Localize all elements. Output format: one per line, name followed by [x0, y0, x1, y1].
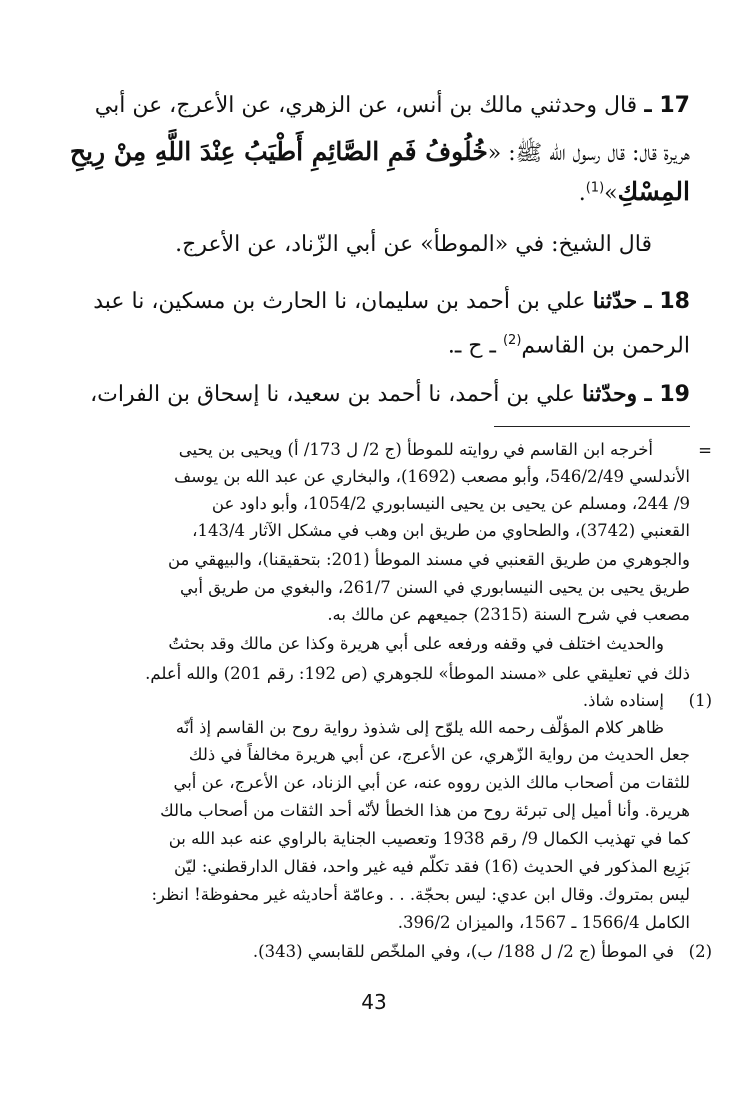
footnote-ref-1[interactable]: (1): [585, 180, 605, 196]
footnote-0-line: أخرجه ابن القاسم في روايته للموطأ (ج 2/ ل 173/ أ) ويحيى بن يحيى: [178, 440, 653, 459]
hadith-17-matn: خُلُوفُ فَمِ الصَّائِمِ أَطْيَبُ عِنْدَ اللَّهِ مِنْ رِيحِ: [69, 137, 488, 166]
hadith-18-tahwil: ـ ح ـ.: [447, 333, 496, 359]
footnote-2-text: في الموطأ (ج 2/ ل 188/ ب)، وفي الملخّص للقابسي (343).: [252, 942, 674, 961]
hadith-17-line-2: [70, 137, 690, 171]
hadith-17-number: 17 ـ: [644, 93, 690, 118]
hadith-18-isnad: علي بن أحمد بن سليمان، نا الحارث بن مسكين، نا عبد: [93, 289, 586, 314]
hadith-17-intro: هريرة قال: قال رسول الله ﷺ: «: [487, 141, 690, 166]
footnote-0-line: مصعب في شرح السنة (2315) جميعهم عن مالك به.: [327, 605, 690, 624]
footnote-separator: [494, 426, 690, 427]
footnote-0-line: والجوهري من طريق القعنبي في مسند الموطأ (201: بتحقيقنا)، والبيهقي من: [167, 550, 690, 569]
footnote-0-line: ذلك في تعليقي على «مسند الموطأ» للجوهري (ص 192: رقم 201) والله أعلم.: [145, 664, 690, 683]
shaykh-comment: قال الشيخ: في «الموطأ» عن أبي الزّناد، عن الأعرج.: [175, 232, 652, 257]
footnote-1-line: ليس بمتروك. وقال ابن عدي: ليس بحجّة. . . وعامّة أحاديثه غير محفوظة! انظر:: [151, 885, 690, 904]
footnote-0-line: 9/ 244، ومسلم عن يحيى بن يحيى النيسابوري 1054/2، وأبو داود عن: [211, 494, 690, 513]
hadith-18-line-2: [448, 333, 690, 358]
footnote-1-line: جعل الحديث من رواية الزّهري، عن الأعرج، عن أبي هريرة مخالفاً في ذلك: [188, 745, 690, 764]
footnote-0-line: القعنبي (3742)، والطحاوي من طريق ابن وهب في مشكل الآثار 143/4،: [192, 521, 690, 540]
footnote-1-line: هريرة. وأنا أميل إلى تبرئة روح من هذا الخطأ لأنّه أحد الثقات من أصحاب مالك: [160, 801, 690, 820]
hadith-19-number: 19 ـ: [644, 382, 690, 407]
hadith-19-line-1: [90, 381, 690, 407]
hadith-17-line-3: [579, 177, 690, 206]
hadith-17-quote-close: »: [604, 181, 618, 206]
hadith-17-matn-end: المِسْكِ: [617, 177, 690, 206]
hadith-18-isnad-cont: الرحمن بن القاسم: [521, 333, 690, 359]
hadith-19-isnad: علي بن أحمد، نا أحمد بن سعيد، نا إسحاق بن الفرات،: [90, 382, 575, 407]
hadith-18-line-1: [93, 288, 690, 314]
hadith-19-haddathana: وحدّثنا: [581, 381, 638, 407]
hadith-18-haddathana: حدّثنا: [592, 288, 638, 314]
footnote-1-line: للثقات من أصحاب مالك الذين رووه عنه، عن أبي الزناد، عن الأعرج، عن أبي: [173, 773, 690, 792]
footnote-1-heading: إسناده شاذ.: [582, 691, 664, 710]
footnote-1-line: كما في تهذيب الكمال 9/ رقم 1938 وتعصيب الجناية بالراوي عنه عبد الله بن: [168, 829, 690, 848]
footnote-0-line: والحديث اختلف في وقفه ورفعه على أبي هريرة وكذا عن مالك وقد بحثتُ: [168, 634, 664, 653]
footnote-ref-2[interactable]: (2): [502, 333, 522, 348]
footnote-1-line: بَزِيع المذكور في الحديث (16) فقد تكلّم فيه غير واحد، فقال الدارقطني: ليّن: [174, 857, 690, 876]
footnote-2-marker: (2): [688, 942, 712, 961]
hadith-18-number: 18 ـ: [644, 289, 690, 314]
page-number: 43: [361, 990, 387, 1014]
footnote-1-line: الكامل 1566/4 ـ 1567، والميزان 396/2.: [397, 913, 690, 932]
footnote-0-line: الأندلسي 546/2/49، وأبو مصعب (1692)، والبخاري عن عبد الله بن يوسف: [174, 467, 690, 486]
hadith-17-isnad: قال وحدثني مالك بن أنس، عن الزهري، عن الأعرج، عن أبي: [94, 93, 638, 118]
footnote-0-line: طريق يحيى بن يحيى النيسابوري في السنن 261/7، والبغوي من طريق أبي: [180, 578, 690, 597]
footnote-1-line: ظاهر كلام المؤلّف رحمه الله يلوّح إلى شذوذ رواية روح بن القاسم إذ أنّه: [175, 718, 664, 737]
footnote-1-marker: (1): [688, 691, 712, 710]
hadith-17-line-1: [95, 93, 690, 118]
hadith-17-period: .: [578, 181, 586, 206]
footnote-continuation-marker: =: [698, 441, 712, 460]
